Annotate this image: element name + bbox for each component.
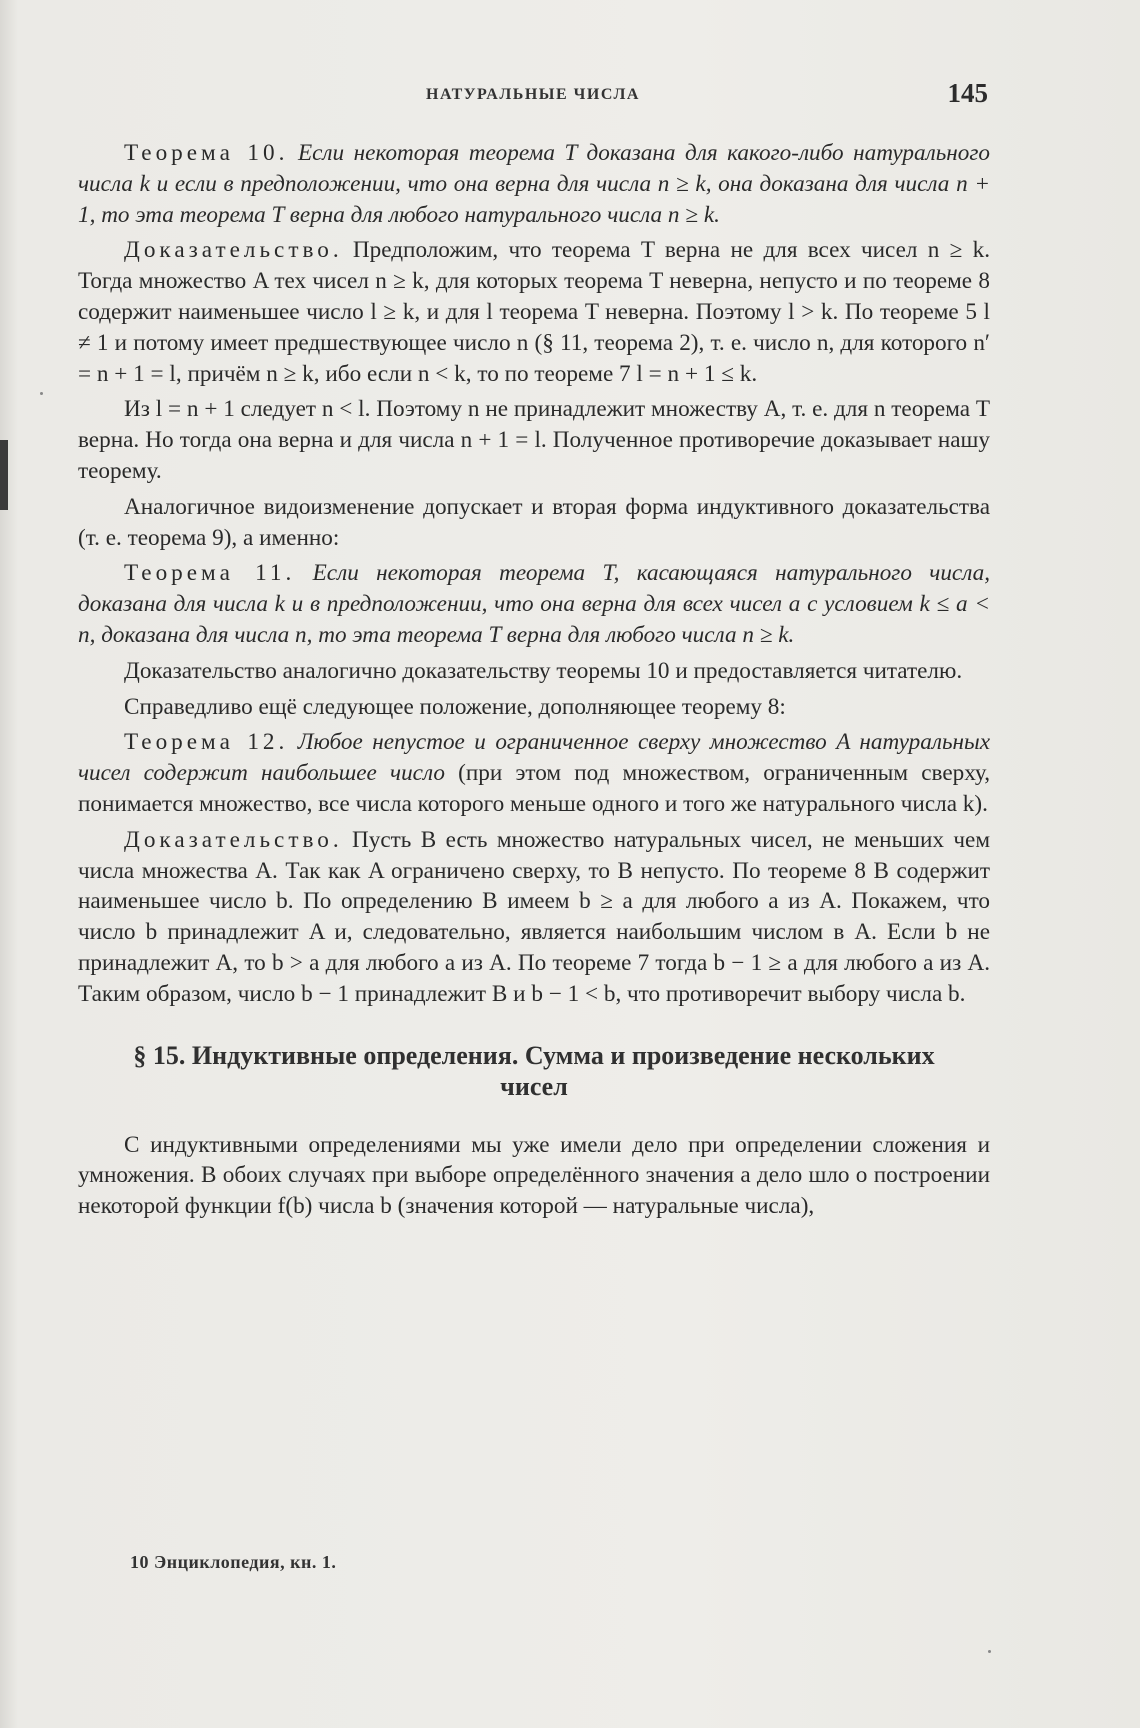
proof-text: Пусть B есть множество натуральных чисел, не меньших чем числа множества A. Так как A ограничено сверху, то B непусто. По теореме 8 B содержит наименьшее число b. По определению B имеем b ≥ a для любого a из A. Покажем, что число b принадлежит A и, следовательно, является наибольшим числом в A. Если b не принадлежит A, то b > a для любого a из A. По теореме 7 тогда b − 1 ≥ a для любого a из A. Таким образом, число b − 1 принадлежит B и b − 1 < b, что противоречит выбору числа b. — [78, 826, 990, 1007]
print-speck — [40, 392, 43, 395]
page-body — [78, 138, 990, 1227]
print-speck — [988, 1650, 991, 1653]
proof-label: Доказательство. — [124, 826, 343, 853]
proof-continuation — [78, 394, 990, 486]
running-title: НАТУРАЛЬНЫЕ ЧИСЛА — [426, 86, 640, 103]
paragraph-text: Справедливо ещё следующее положение, дополняющее теорему 8: — [124, 693, 786, 720]
section-heading: § 15. Индуктивные определения. Сумма и произведение нескольких чисел — [133, 1040, 935, 1101]
paragraph-text: С индуктивными определениями мы уже имели дело при определении сложения и умножения. В обоих случаях при выборе определённого значения a дело шло о построении некоторой функции f(b) числа b (значения которой — натуральные числа), — [78, 1131, 990, 1220]
theorem-12 — [78, 727, 990, 819]
page-number: 145 — [947, 78, 988, 108]
theorem-remark: (при этом под множеством, ограниченным сверху, понимается множество, все числа которого меньше одного и того же натурального числа k). — [78, 760, 990, 817]
remark-paragraph — [78, 492, 990, 554]
theorem-label: Теорема 12. — [124, 729, 289, 756]
theorem-statement: Любое непустое и ограниченное сверху множество A натуральных чисел содержит наибольшее число — [78, 729, 991, 787]
proof-label: Доказательство. — [124, 237, 343, 264]
proof-theorem-12 — [78, 825, 990, 1010]
proof-text: Предположим, что теорема T верна не для всех чисел n ≥ k. Тогда множество A тех чисел n ≥ k, для которых теорема T неверна, непусто и по теореме 8 содержит наименьшее число l ≥ k, и для l теорема T неверна. Поэтому l > k. По теореме 5 l ≠ 1 и потому имеет предшествующее число n (§ 11, теорема 2), т. е. число n, для которого n′ = n + 1 = l, причём n ≥ k, ибо если n < k, то по теореме 7 l = n + 1 ≤ k. — [78, 237, 990, 387]
binding-shadow — [0, 440, 8, 510]
theorem-label: Теорема 11. — [124, 560, 296, 587]
theorem-11 — [78, 558, 990, 650]
theorem-statement: Если некоторая теорема T, касающаяся натурального числа, доказана для числа k и в предположении, что она верна для всех чисел a с условием k ≤ a < n, доказана для числа n, то эта теорема T верна для любого числа n ≥ k. — [78, 560, 990, 648]
section-paragraph — [78, 1130, 990, 1222]
theorem-10 — [78, 138, 990, 230]
paragraph-text: Из l = n + 1 следует n < l. Поэтому n не принадлежит множеству A, т. е. для n теорема T верна. Но тогда она верна и для числа n + 1 = l. Полученное противоречие доказывает нашу теорему. — [78, 396, 990, 484]
signature-mark: 10 Энциклопедия, кн. 1. — [130, 1552, 337, 1572]
theorem-label: Теорема 10. — [124, 140, 289, 166]
theorem-statement: Если некоторая теорема T доказана для какого-либо натурального числа k и если в предположении, что она верна для числа n ≥ k, она доказана для числа n + 1, то эта теорема T верна для любого натурального числа n ≥ k. — [78, 140, 990, 228]
page-header — [78, 78, 988, 118]
proof-theorem-10 — [78, 235, 990, 389]
proof-note — [78, 656, 990, 687]
statement-intro — [78, 692, 990, 723]
paragraph-text: Аналогичное видоизменение допускает и вторая форма индуктивного доказательства (т. е. теорема 9), а именно: — [78, 493, 990, 551]
paragraph-text: Доказательство аналогично доказательству теоремы 10 и предоставляется читателю. — [124, 657, 963, 684]
